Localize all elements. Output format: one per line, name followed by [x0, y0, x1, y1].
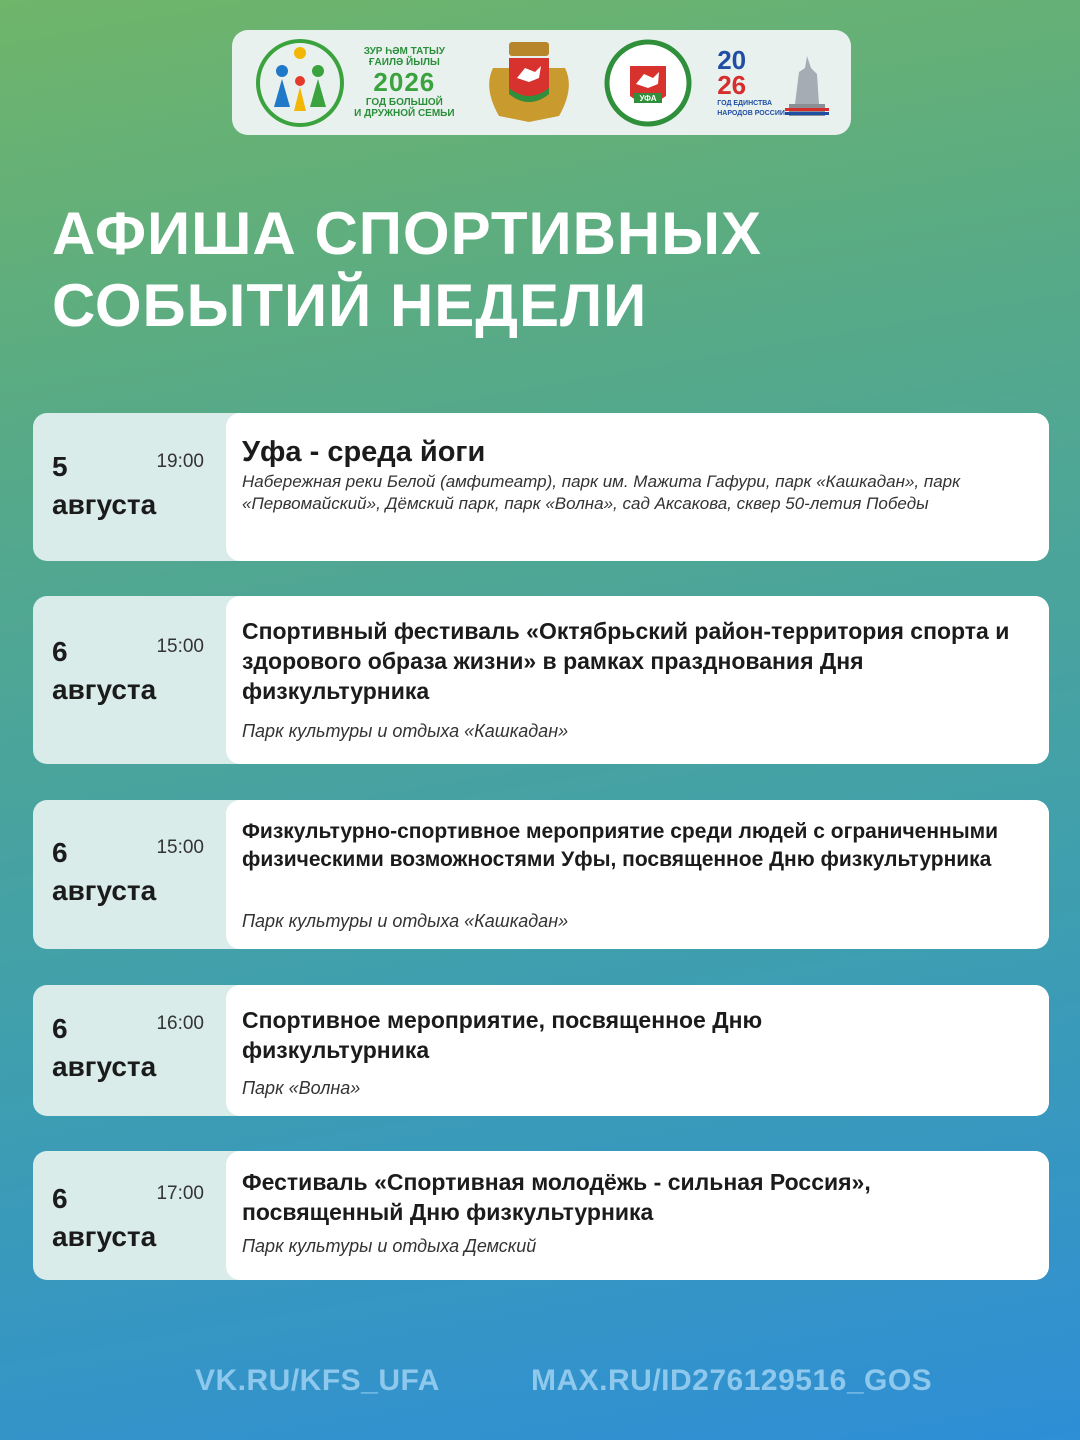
family-year-logo	[254, 37, 454, 129]
unity-year-num1: 20	[717, 44, 747, 75]
family-year-line2: ГОД БОЛЬШОЙ	[365, 96, 443, 108]
event-body	[226, 1151, 1049, 1280]
event-day: 6	[52, 636, 68, 667]
logo-bar	[232, 30, 851, 135]
event-place: Набережная реки Белой (амфитеатр), парк им. Мажита Гафури, парк «Кашкадан», парк «Первомайский», Дёмский парк, парк «Волна», сад Аксакова, сквер 50-летия Победы	[242, 472, 961, 513]
event-month: августа	[52, 1221, 157, 1252]
event-month: августа	[52, 674, 157, 705]
event-time: 17:00	[156, 1183, 204, 1204]
family-year-line3: И ДРУЖНОЙ СЕМЬИ	[354, 107, 455, 119]
event-body	[226, 413, 1049, 561]
unity-year-logo	[717, 44, 829, 118]
unity-year-cap1: ГОД ЕДИНСТВА	[717, 100, 773, 108]
event-month: августа	[52, 489, 157, 520]
family-year-line1: ҒАИЛӘ ЙЫЛЫ	[368, 57, 440, 69]
event-date	[33, 596, 226, 764]
family-year-line0: ЗУР ҺӘМ ТАТЫУ	[363, 46, 445, 58]
event-day: 6	[52, 1183, 68, 1214]
monument-icon	[785, 48, 829, 118]
event-date	[33, 985, 226, 1116]
event-date	[33, 413, 226, 561]
event-month: августа	[52, 875, 157, 906]
event-card	[33, 596, 1049, 764]
event-body	[226, 800, 1049, 949]
event-time: 16:00	[156, 1013, 204, 1034]
ufa-round-badge-icon	[603, 38, 693, 128]
event-day: 6	[52, 1013, 68, 1044]
ufa-city-logo	[603, 38, 693, 128]
event-name: Спортивный фестиваль «Октябрьский район-территория спорта и здорового образа жизни» в рамках празднования Дня физкультурника	[242, 618, 1010, 704]
event-card	[33, 1151, 1049, 1280]
event-day: 6	[52, 837, 68, 868]
event-time: 15:00	[156, 636, 204, 657]
event-date	[33, 1151, 226, 1280]
unity-year-num2	[717, 69, 785, 100]
event-name: Физкультурно-спортивное мероприятие среди людей с ограниченными физическими возможностями Уфы, посвященное Дню физкультурника	[242, 820, 999, 871]
family-year-text	[354, 46, 454, 119]
family-emblem-icon	[254, 37, 346, 129]
event-body	[226, 985, 1049, 1116]
family-year-number: 2026	[373, 67, 436, 98]
coat-of-arms-icon	[479, 38, 579, 128]
page-title-line1: АФИША СПОРТИВНЫХ	[52, 200, 763, 267]
event-place: Парк культуры и отдыха «Кашкадан»	[242, 911, 569, 931]
event-place: Парк «Волна»	[242, 1078, 361, 1098]
unity-year-cap2: НАРОДОВ РОССИИ	[717, 110, 785, 118]
page-title	[52, 198, 762, 342]
event-day: 5	[52, 451, 68, 482]
event-place: Парк культуры и отдыха «Кашкадан»	[242, 721, 569, 741]
event-date	[33, 800, 226, 949]
event-place: Парк культуры и отдыха Демский	[242, 1236, 537, 1256]
event-name: Уфа - среда йоги	[242, 436, 486, 468]
event-body	[226, 596, 1049, 764]
event-card	[33, 800, 1049, 949]
footer-vk-link[interactable]: VK.RU/KFS_UFA	[195, 1364, 440, 1397]
unity-year-num2-text: 26	[717, 69, 747, 100]
page-title-line2: СОБЫТИЙ НЕДЕЛИ	[52, 272, 648, 339]
ufa-badge-text: УФА	[639, 93, 657, 103]
event-card	[33, 413, 1049, 561]
event-time: 15:00	[156, 837, 204, 858]
event-time: 19:00	[156, 451, 204, 472]
event-month: августа	[52, 1051, 157, 1082]
footer-max-link[interactable]: MAX.RU/ID276129516_GOS	[531, 1364, 933, 1397]
unity-year-text	[717, 44, 785, 118]
event-card	[33, 985, 1049, 1116]
event-name: Фестиваль «Спортивная молодёжь - сильная Россия», посвященный Дню физкультурника	[242, 1169, 871, 1225]
ufa-coat-of-arms-logo	[479, 38, 579, 128]
event-name: Спортивное мероприятие, посвященное Дню физкультурника	[242, 1007, 763, 1063]
